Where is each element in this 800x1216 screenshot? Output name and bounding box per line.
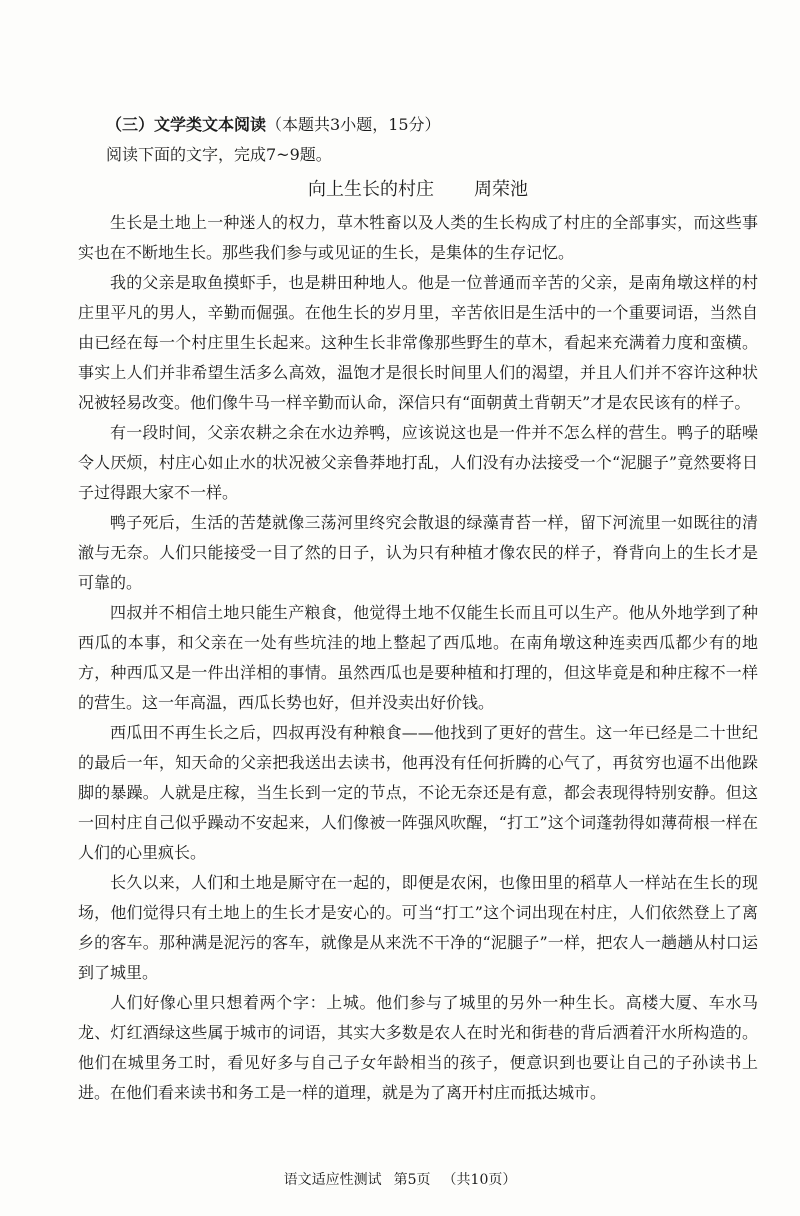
- footer-page-number: 第5页: [393, 1172, 431, 1188]
- article-heading: [78, 172, 758, 208]
- footer-subject: 语文适应性测试: [283, 1172, 382, 1188]
- footer-total-pages: （共10页）: [442, 1172, 517, 1188]
- section-title: （三）文学类文本阅读: [106, 115, 267, 134]
- article-paragraph-5: 四叔并不相信土地只能生产粮食，他觉得土地不仅能生长而且可以生产。他从外地学到了种西瓜的本事，和父亲在一处有些坑洼的地上整起了西瓜地。在南角墩这种连卖西瓜都少有的地方，种西瓜又是一件出洋相的事情。虽然西瓜也是要种植和打理的，但这毕竟是和种庄稼不一样的营生。这一年高温，西瓜长势也好，但并没卖出好价钱。: [78, 603, 758, 712]
- reading-instruction: 阅读下面的文字，完成7~9题。: [106, 145, 332, 164]
- article-paragraph-3: 有一段时间，父亲农耕之余在水边养鸭，应该说这也是一件并不怎么样的营生。鸭子的聒噪令人厌烦，村庄心如止水的状况被父亲鲁莽地打乱，人们没有办法接受一个“泥腿子”竟然要将日子过得跟大家不一样。: [78, 423, 758, 502]
- article-paragraph-4: 鸭子死后，生活的苦楚就像三荡河里终究会散退的绿藻青苔一样，留下河流里一如既往的清澈与无奈。人们只能接受一目了然的日子，认为只有种植才像农民的样子，脊背向上的生长才是可靠的。: [78, 513, 758, 592]
- article-paragraph-2: 我的父亲是取鱼摸虾手，也是耕田种地人。他是一位普通而辛苦的父亲，是南角墩这样的村庄里平凡的男人，辛勤而倔强。在他生长的岁月里，辛苦依旧是生活中的一个重要词语，当然自由已经在每一个村庄里生长起来。这种生长非常像那些野生的草木，看起来充满着力度和蛮横。事实上人们并非希望生活多么高效，温饱才是很长时间里人们的渴望，并且人们并不容许这种状况被轻易改变。他们像牛马一样辛勤而认命，深信只有“面朝黄土背朝天”才是农民该有的样子。: [78, 273, 758, 412]
- section-note: （本题共3小题，15分）: [266, 115, 441, 134]
- page-footer: [0, 1170, 800, 1190]
- article-paragraph-1: 生长是土地上一种迷人的权力，草木牲畜以及人类的生长构成了村庄的全部事实，而这些事实也在不断地生长。那些我们参与或见证的生长，是集体的生存记忆。: [78, 213, 758, 262]
- article-author: 周荣池: [474, 179, 528, 200]
- article-body: [78, 208, 758, 1108]
- reading-section: [78, 110, 758, 1108]
- section-header: [106, 110, 758, 140]
- article-paragraph-6: 西瓜田不再生长之后，四叔再没有种粮食——他找到了更好的营生。这一年已经是二十世纪的最后一年，知天命的父亲把我送出去读书，他再没有任何折腾的心气了，再贫穷也逼不出他跺脚的暴躁。人就是庄稼，当生长到一定的节点，不论无奈还是有意，都会表现得特别安静。但这一回村庄自己似乎躁动不安起来，人们像被一阵强风吹醒，“打工”这个词蓬勃得如薄荷根一样在人们的心里疯长。: [78, 723, 758, 862]
- article-paragraph-7: 长久以来，人们和土地是厮守在一起的，即便是农闲，也像田里的稻草人一样站在生长的现场，他们觉得只有土地上的生长才是安心的。可当“打工”这个词出现在村庄，人们依然登上了离乡的客车。那种满是泥污的客车，就像是从来洗不干净的“泥腿子”一样，把农人一趟趟从村口运到了城里。: [78, 873, 758, 982]
- article-title: 向上生长的村庄: [308, 179, 434, 200]
- article-paragraph-8: 人们好像心里只想着两个字：上城。他们参与了城里的另外一种生长。高楼大厦、车水马龙、灯红酒绿这些属于城市的词语，其实大多数是农人在时光和街巷的背后洒着汗水所构造的。他们在城里务工时，看见好多与自己子女年龄相当的孩子，便意识到也要让自己的子孙读书上进。在他们看来读书和务工是一样的道理，就是为了离开村庄而抵达城市。: [78, 993, 758, 1102]
